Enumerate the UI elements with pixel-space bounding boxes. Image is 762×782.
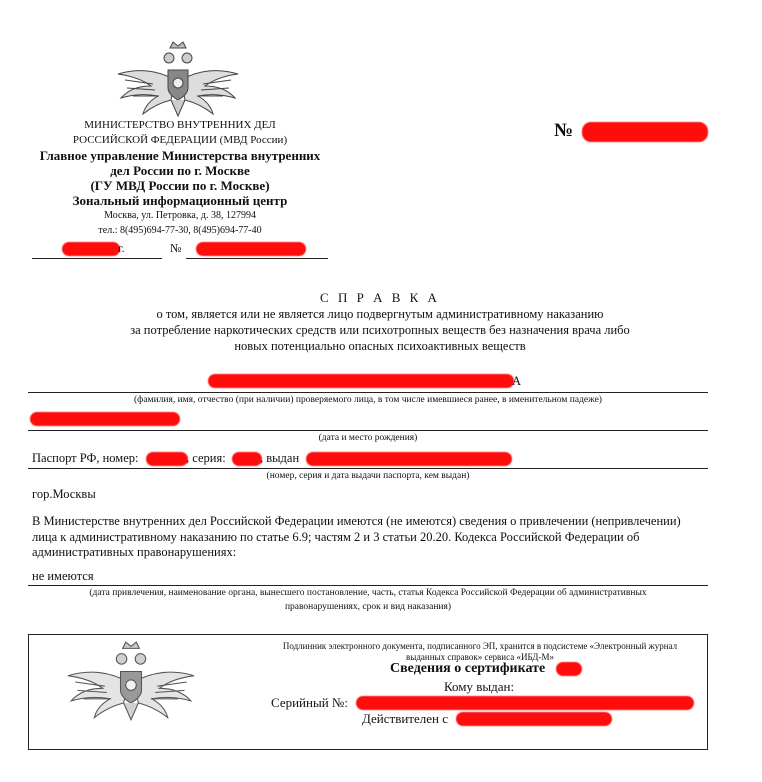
name-suffix: А: [512, 374, 522, 388]
certificate-title: Сведения о сертификате: [390, 661, 546, 676]
redacted-passport-number: [146, 452, 188, 466]
redacted-header-number: [196, 242, 306, 256]
date-suffix: г.: [118, 241, 125, 255]
header-number-sign: №: [170, 241, 182, 255]
ministry-line-2: РОССИЙСКОЙ ФЕДЕРАЦИИ (МВД России): [72, 134, 288, 146]
date-underline: [32, 258, 162, 259]
redacted-serial-number: [356, 696, 694, 710]
statement-paragraph: В Министерстве внутренних дел Российской Федерации имеются (не имеются) сведения о привлечении (непривлечении) лица к административному наказанию по статье 6.9; частям 2 и 3 статьи 20.20. Кодекса Российской Федерации об административных правонарушениях:: [32, 514, 681, 559]
result-caption-line-2: правонарушениях, срок и вид наказания): [284, 602, 452, 612]
issuer-phone: тел.: 8(495)694-77-30, 8(495)694-77-40: [98, 225, 262, 236]
name-underline: [28, 392, 708, 393]
subtitle-line-3: новых потенциально опасных психоактивных веществ: [234, 339, 526, 353]
ministry-line-1: МИНИСТЕРСТВО ВНУТРЕННИХ ДЕЛ: [84, 119, 276, 131]
redacted-document-number: [582, 122, 708, 142]
number-underline: [186, 258, 328, 259]
passport-number-label: Паспорт РФ, номер:: [32, 451, 139, 465]
redacted-full-name: [208, 374, 514, 388]
certificate-title-block: [60, 290, 700, 354]
mvd-stamp-emblem-icon: [62, 640, 200, 724]
document-number-sign: №: [554, 120, 574, 141]
passport-issued-label: , выдан: [260, 451, 300, 465]
document-title: С П Р А В К А: [320, 290, 440, 305]
mvd-emblem-icon: [113, 40, 243, 120]
department-line-2: дел России по г. Москве: [110, 163, 250, 178]
result-underline: [28, 585, 708, 586]
information-center: Зональный информационный центр: [72, 193, 288, 208]
birth-underline: [28, 430, 708, 431]
subtitle-line-2: за потребление наркотических средств или психотропных веществ без назначения врача либо: [130, 323, 630, 337]
certificate-serial-label: Серийный №:: [271, 695, 348, 710]
issued-by-city: гор.Москвы: [32, 487, 96, 501]
issuer-address: Москва, ул. Петровка, д. 38, 127994: [104, 210, 256, 221]
result-caption-line-1: (дата привлечения, наименование органа, вынесшего постановление, часть, статья Кодекса Российской Федерации об административных: [89, 588, 647, 598]
result-value: не имеются: [32, 569, 94, 583]
passport-caption: (номер, серия и дата выдачи паспорта, кем выдан): [266, 471, 470, 481]
passport-underline: [28, 468, 708, 469]
redacted-validity-dates: [456, 712, 612, 726]
redacted-passport-series: [232, 452, 262, 466]
redacted-certificate-id: [556, 662, 582, 676]
department-line-3: (ГУ МВД России по г. Москве): [90, 178, 270, 193]
redacted-issue-date: [62, 242, 120, 256]
issuer-header: [20, 118, 340, 238]
name-caption: (фамилия, имя, отчество (при наличии) проверяемого лица, в том числе имевшиеся ранее, в именительном падеже): [134, 395, 602, 405]
redacted-birth-info: [30, 412, 180, 426]
passport-series-label: , серия:: [186, 451, 226, 465]
certificate-valid-from-label: Действителен с: [362, 711, 448, 726]
birth-caption: (дата и место рождения): [318, 433, 418, 443]
certificate-issued-to: Кому выдан:: [444, 679, 515, 694]
department-line-1: Главное управление Министерства внутренних: [39, 148, 321, 163]
signature-note-line-2: выданных справок» сервиса «ИБД-М»: [406, 652, 554, 662]
redacted-passport-issuer: [306, 452, 512, 466]
signature-note-line-1: Подлинник электронного документа, подписанного ЭП, хранится в подсистеме «Электронный журнал: [282, 641, 678, 651]
subtitle-line-1: о том, является или не является лицо подвергнутым административному наказанию: [156, 307, 604, 321]
